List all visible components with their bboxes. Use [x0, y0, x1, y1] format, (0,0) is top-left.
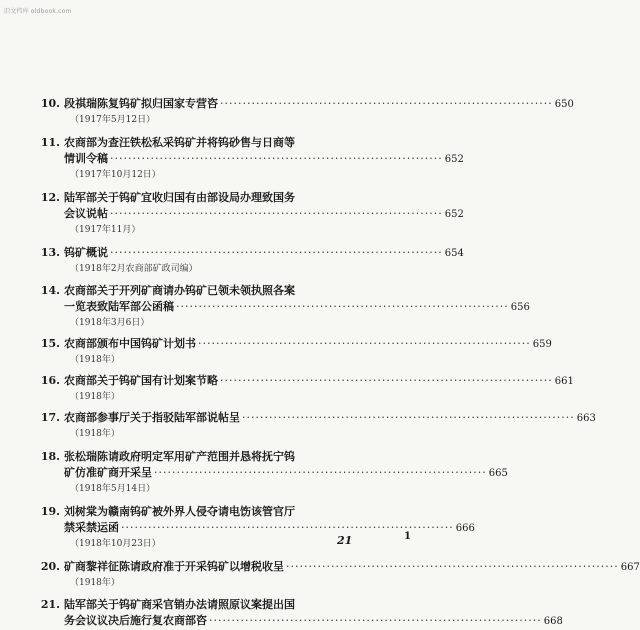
- entry-page-number: 654: [444, 248, 464, 259]
- entry-title: 陆军部关于钨矿商采官销办法请照原议案提出国: [64, 598, 295, 611]
- toc-entry: [34, 190, 464, 238]
- entry-title-line: [64, 245, 464, 262]
- entry-title-line: [64, 283, 384, 299]
- leader-dots: ··········································································: [286, 560, 619, 573]
- entry-date: （1917年11月）: [70, 225, 141, 235]
- entry-title: 刘树棠为赣南钨矿被外界人侵夺请电饬该管官厅: [64, 505, 295, 518]
- entry-date: （1918年）: [70, 392, 120, 402]
- entry-body: [64, 135, 464, 183]
- entry-page-number: 667: [620, 562, 640, 573]
- entry-page-number: 656: [510, 302, 530, 313]
- entry-title: 会议说帖: [64, 207, 108, 220]
- leader-dots: ··········································································: [220, 97, 553, 110]
- leader-dots: ··········································································: [176, 300, 509, 313]
- toc-entry: [34, 597, 563, 630]
- entry-title: 务会议议决后施行复农商部咨: [64, 614, 207, 627]
- entry-title-line: [64, 613, 563, 630]
- leader-dots: ··········································································: [154, 466, 487, 479]
- entry-number: 13.: [40, 246, 60, 259]
- page-number: 21: [337, 534, 353, 547]
- entry-date: （1917年10月12日）: [70, 170, 161, 180]
- entry-number: 15.: [40, 337, 60, 350]
- entry-title: 禁采禁运函: [64, 521, 119, 534]
- entry-title-line: [64, 151, 464, 168]
- entry-body: [64, 410, 596, 442]
- leader-dots: ··········································································: [209, 614, 542, 627]
- entry-page-number: 668: [543, 616, 563, 627]
- entry-title-line: [64, 559, 640, 576]
- entry-body: [64, 449, 508, 497]
- entry-number: 12.: [40, 191, 60, 204]
- leader-dots: ··········································································: [110, 207, 443, 220]
- entry-page-number: 666: [455, 523, 475, 534]
- entry-number: 20.: [40, 560, 60, 573]
- toc-entry: [34, 504, 475, 552]
- entry-title-line: [64, 190, 384, 206]
- entry-body: [64, 504, 475, 552]
- entry-title: 农商部为查汪铁松私采钨矿并将钨砂售与日商等: [64, 136, 295, 149]
- toc-entry: [34, 245, 464, 277]
- leader-dots: ··········································································: [110, 246, 443, 259]
- entry-body: [64, 245, 464, 277]
- entry-date: （1918年3月6日）: [70, 318, 150, 328]
- toc-entry: [34, 135, 464, 183]
- entry-title: 张松瑞陈请政府明定军用矿产范围并恳将抚宁钨: [64, 450, 295, 463]
- entry-page-number: 650: [554, 99, 574, 110]
- entry-title-line: [64, 520, 475, 537]
- entry-date: （1918年2月农商部矿政司编）: [70, 264, 198, 274]
- entry-number: 16.: [40, 374, 60, 387]
- entry-number: 10.: [40, 97, 60, 110]
- toc-entry: [34, 410, 596, 442]
- toc-entry: [34, 283, 530, 331]
- toc-entry: [34, 336, 552, 368]
- entry-body: [64, 336, 552, 368]
- entry-title: 情训令稿: [64, 152, 108, 165]
- entry-title-line: [64, 504, 384, 520]
- entry-page-number: 659: [532, 339, 552, 350]
- entry-number: 17.: [40, 411, 60, 424]
- entry-title: 农商部参事厅关于指驳陆军部说帖呈: [64, 411, 240, 424]
- toc-entry: [34, 373, 574, 405]
- entry-title: 农商部关于开列矿商请办钨矿已领未领执照各案: [64, 284, 295, 297]
- entry-body: [64, 190, 464, 238]
- entry-title: 钨矿概说: [64, 246, 108, 259]
- entry-number: 11.: [40, 136, 60, 149]
- leader-dots: ··········································································: [121, 521, 454, 534]
- entry-title-line: [64, 373, 574, 390]
- toc-entry: [34, 96, 574, 128]
- entry-page-number: 663: [576, 413, 596, 424]
- entry-title: 陆军部关于钨矿宜收归国有由部设局办理致国务: [64, 191, 295, 204]
- entry-date: （1918年）: [70, 429, 120, 439]
- entry-title: 矿商黎祥征陈请政府准于开采钨矿以增税收呈: [64, 560, 284, 573]
- entry-page-number: 665: [488, 468, 508, 479]
- margin-mark: 1: [404, 531, 411, 542]
- entry-body: [64, 597, 563, 630]
- entry-date: （1918年）: [70, 355, 120, 365]
- entry-title-line: [64, 449, 384, 465]
- entry-title-line: [64, 336, 552, 353]
- entry-number: 21.: [40, 598, 60, 611]
- entry-body: [64, 283, 530, 331]
- entry-number: 19.: [40, 505, 60, 518]
- toc-entry: [34, 449, 508, 497]
- entry-title-line: [64, 206, 464, 223]
- toc-entry: [34, 559, 640, 591]
- entry-title-line: [64, 465, 508, 482]
- entry-title-line: [64, 410, 596, 427]
- entry-date: （1917年5月12日）: [70, 115, 156, 125]
- table-of-contents: [0, 96, 640, 630]
- entry-body: [64, 559, 640, 591]
- entry-title: 农商部关于钨矿国有计划案节略: [64, 374, 218, 387]
- leader-dots: ··········································································: [220, 374, 553, 387]
- watermark: 旧文档库 oldbook.com: [4, 8, 72, 15]
- leader-dots: ··········································································: [110, 152, 443, 165]
- entry-number: 18.: [40, 450, 60, 463]
- entry-page-number: 661: [554, 376, 574, 387]
- entry-title-line: [64, 135, 384, 151]
- entry-title: 矿仿准矿商开采呈: [64, 466, 152, 479]
- entry-title: 一览表致陆军部公函稿: [64, 300, 174, 313]
- entry-date: （1918年5月14日）: [70, 484, 156, 494]
- entry-title-line: [64, 96, 574, 113]
- leader-dots: ··········································································: [242, 411, 575, 424]
- entry-number: 14.: [40, 284, 60, 297]
- entry-title-line: [64, 597, 384, 613]
- entry-title-line: [64, 299, 530, 316]
- entry-title: 农商部颁布中国钨矿计划书: [64, 337, 196, 350]
- entry-date: （1918年10月23日）: [70, 539, 161, 549]
- entry-page-number: 652: [444, 209, 464, 220]
- entry-body: [64, 96, 574, 128]
- entry-title: 段祺瑞陈复钨矿拟归国家专营咨: [64, 97, 218, 110]
- entry-date: （1918年）: [70, 578, 120, 588]
- entry-body: [64, 373, 574, 405]
- leader-dots: ··········································································: [198, 337, 531, 350]
- entry-page-number: 652: [444, 154, 464, 165]
